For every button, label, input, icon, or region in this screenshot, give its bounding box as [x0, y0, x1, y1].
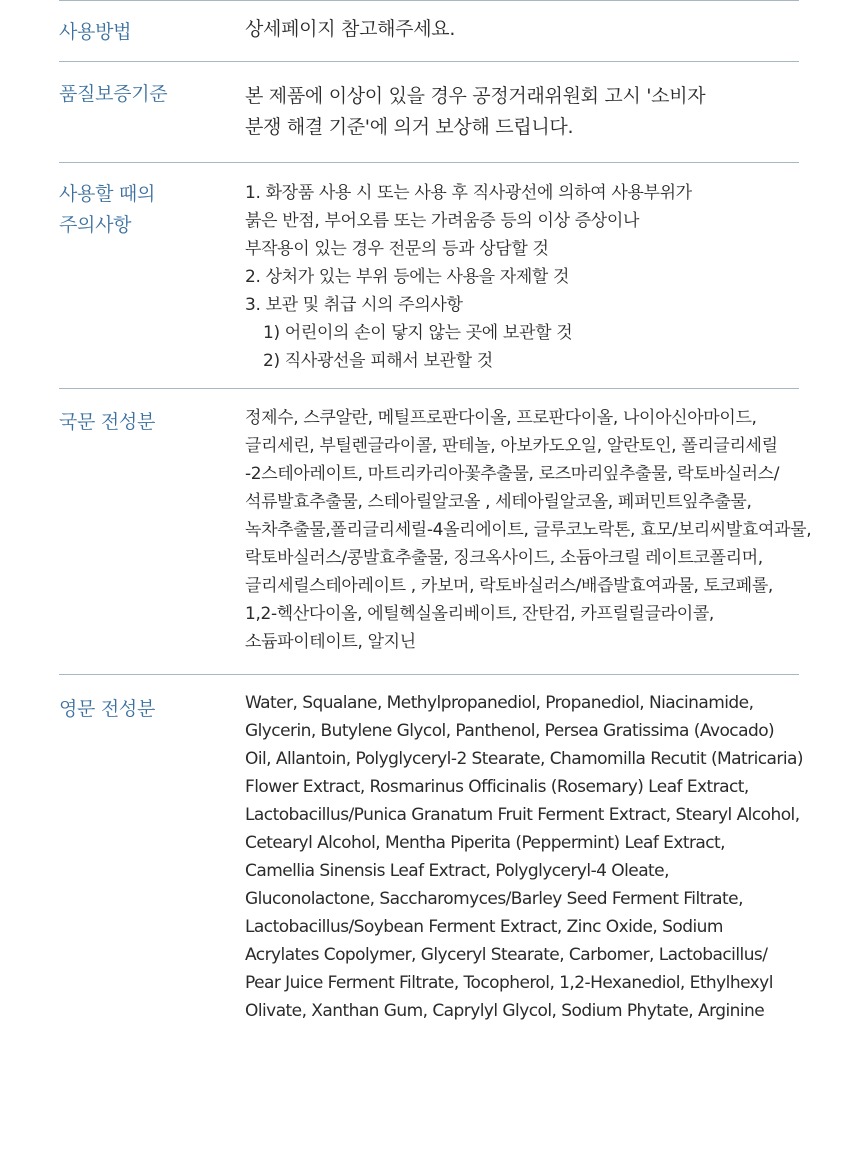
quality-text: [245, 81, 845, 143]
text-line: 글리세린, 부틸렌글라이콜, 판테놀, 아보카도오일, 알란토인, 폴리글리세릴: [245, 436, 778, 456]
caution-row: [59, 162, 799, 389]
text-line: 상세페이지 참고해주세요.: [245, 18, 456, 40]
caution-label: 사용할 때의 주의사항: [59, 183, 156, 236]
usage-label: 사용방법: [59, 21, 132, 43]
ingredients-ko-row: [59, 388, 812, 675]
ingredients-en-text: [245, 689, 845, 1025]
text-line: Olivate, Xanthan Gum, Caprylyl Glycol, Sodium Phytate, Arginine: [245, 1001, 765, 1021]
text-line: Oil, Allantoin, Polyglyceryl-2 Stearate, Chamomilla Recutit (Matricaria): [245, 749, 803, 769]
text-line: 락토바실러스/콩발효추출물, 징크옥사이드, 소듐아크릴 레이트코폴리머,: [245, 548, 763, 568]
text-line: Acrylates Copolymer, Glyceryl Stearate, Carbomer, Lactobacillus/: [245, 945, 768, 965]
text-line: Pear Juice Ferment Filtrate, Tocopherol, 1,2-Hexanediol, Ethylhexyl: [245, 973, 773, 993]
quality-label: 품질보증기준: [59, 83, 168, 105]
caution-text: [245, 179, 845, 375]
text-line: Camellia Sinensis Leaf Extract, Polyglyceryl-4 Oleate,: [245, 861, 669, 881]
ingredients-en-row: [59, 674, 803, 1035]
text-line: 글리세릴스테아레이트 , 카보머, 락토바실러스/배즙발효여과물, 토코페롤,: [245, 576, 773, 596]
usage-row: [59, 0, 799, 62]
text-line: Water, Squalane, Methylpropanediol, Propanediol, Niacinamide,: [245, 693, 754, 713]
ingredients-ko-text: [245, 404, 845, 656]
ingredients-en-label: 영문 전성분: [59, 698, 156, 720]
text-line: Cetearyl Alcohol, Mentha Piperita (Peppermint) Leaf Extract,: [245, 833, 726, 853]
text-line: Gluconolactone, Saccharomyces/Barley Seed Ferment Filtrate,: [245, 889, 743, 909]
text-line: 붉은 반점, 부어오름 또는 가려움증 등의 이상 증상이나: [245, 211, 640, 231]
usage-text: [245, 14, 845, 45]
text-line: 3. 보관 및 취급 시의 주의사항: [245, 295, 463, 315]
text-line: Flower Extract, Rosmarinus Officinalis (Rosemary) Leaf Extract,: [245, 777, 749, 797]
text-line: 정제수, 스쿠알란, 메틸프로판다이올, 프로판다이올, 나이아신아마이드,: [245, 408, 757, 428]
text-line: 분쟁 해결 기준'에 의거 보상해 드립니다.: [245, 116, 574, 138]
text-line: -2스테아레이트, 마트리카리아꽃추출물, 로즈마리잎추출물, 락토바실러스/: [245, 464, 780, 484]
text-line: Glycerin, Butylene Glycol, Panthenol, Persea Gratissima (Avocado): [245, 721, 775, 741]
text-line: 1. 화장품 사용 시 또는 사용 후 직사광선에 의하여 사용부위가: [245, 183, 692, 203]
text-line: 1,2-헥산다이올, 에틸헥실올리베이트, 잔탄검, 카프릴릴글라이콜,: [245, 604, 714, 624]
text-line: 소듐파이테이트, 알지닌: [245, 632, 416, 652]
text-line: 석류발효추출물, 스테아릴알코올 , 세테아릴알코올, 페퍼민트잎추출물,: [245, 492, 752, 512]
text-line: Lactobacillus/Punica Granatum Fruit Ferment Extract, Stearyl Alcohol,: [245, 805, 800, 825]
ingredients-ko-label: 국문 전성분: [59, 411, 156, 433]
text-line: 2. 상처가 있는 부위 등에는 사용을 자제할 것: [245, 267, 570, 287]
text-line: Lactobacillus/Soybean Ferment Extract, Zinc Oxide, Sodium: [245, 917, 723, 937]
quality-row: [59, 61, 799, 163]
text-line: 부작용이 있는 경우 전문의 등과 상담할 것: [245, 239, 549, 259]
text-line: 녹차추출물,폴리글리세릴-4올리에이트, 글루코노락톤, 효모/보리씨발효여과물,: [245, 520, 812, 540]
text-line: 1) 어린이의 손이 닿지 않는 곳에 보관할 것: [263, 323, 573, 343]
text-line: 2) 직사광선을 피해서 보관할 것: [263, 351, 493, 371]
text-line: 본 제품에 이상이 있을 경우 공정거래위원회 고시 '소비자: [245, 85, 706, 107]
